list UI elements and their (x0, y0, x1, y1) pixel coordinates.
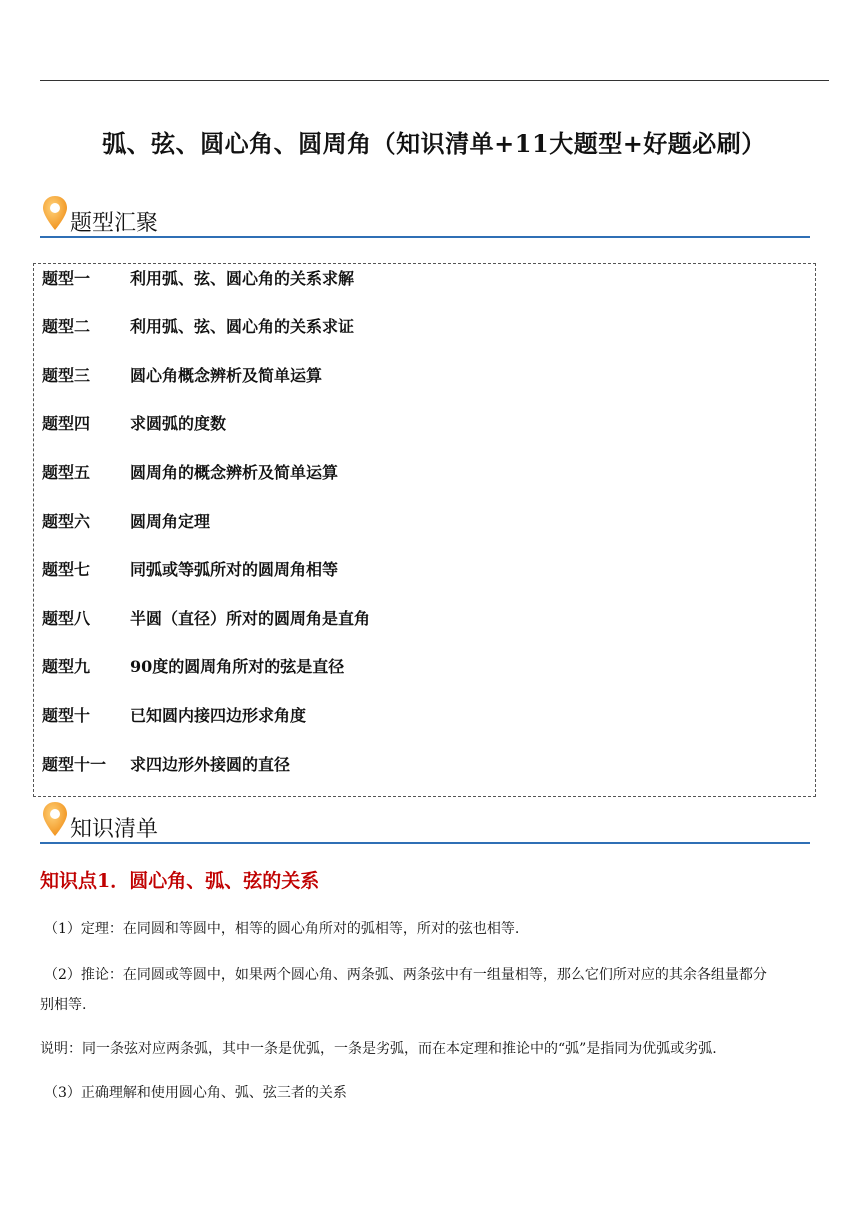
paragraph-corollary: （2）推论：在同圆或等圆中，如果两个圆心角、两条弧、两条弦中有一组量相等，那么它们所对应的其余各组量都分 (44, 967, 767, 983)
location-pin-icon (40, 800, 70, 840)
paragraph-note: 说明：同一条弦对应两条弧，其中一条是优弧，一条是劣弧，而在本定理和推论中的“弧”是指同为优弧或劣弧. (40, 1041, 717, 1057)
type-text: 半圆（直径）所对的圆周角是直角 (130, 609, 371, 628)
document-title: 弧、弦、圆心角、圆周角（知识清单+11大题型+好题必刷） (102, 129, 766, 158)
section-knowledge-rule (40, 842, 810, 844)
type-number: 题型一 (42, 269, 91, 288)
type-number: 题型十 (42, 706, 91, 725)
type-number: 题型十一 (42, 755, 107, 774)
type-text: 90度的圆周角所对的弦是直径 (130, 657, 345, 676)
type-text: 已知圆内接四边形求角度 (130, 706, 307, 725)
question-type-list (33, 263, 816, 797)
section-types-rule (40, 236, 810, 238)
type-text: 利用弧、弦、圆心角的关系求解 (130, 269, 355, 288)
type-text: 圆周角定理 (130, 512, 211, 531)
type-text: 圆心角概念辨析及简单运算 (130, 366, 323, 385)
type-number: 题型九 (42, 657, 91, 676)
section-knowledge-header (40, 800, 810, 844)
paragraph-theorem: （1）定理：在同圆和等圆中，相等的圆心角所对的弧相等，所对的弦也相等. (44, 921, 520, 937)
type-number: 题型八 (42, 609, 91, 628)
type-text: 圆周角的概念辨析及简单运算 (130, 463, 339, 482)
list-item (42, 411, 226, 435)
list-item (42, 460, 338, 484)
paragraph-corollary-cont: 别相等. (40, 997, 87, 1013)
knowledge-point-title: 知识点1．圆心角、弧、弦的关系 (40, 870, 320, 892)
list-item (42, 703, 306, 727)
section-types-heading: 题型汇聚 (70, 211, 159, 236)
type-number: 题型三 (42, 366, 91, 385)
list-item (42, 363, 322, 387)
list-item (42, 654, 344, 678)
type-number: 题型二 (42, 317, 91, 336)
type-number: 题型五 (42, 463, 91, 482)
type-text: 同弧或等弧所对的圆周角相等 (130, 560, 339, 579)
header-rule (40, 80, 829, 81)
list-item (42, 606, 370, 630)
section-types-header (40, 194, 810, 238)
type-number: 题型四 (42, 414, 91, 433)
type-number: 题型七 (42, 560, 91, 579)
type-text: 求四边形外接圆的直径 (130, 755, 291, 774)
section-knowledge-heading: 知识清单 (70, 817, 159, 842)
list-item (42, 752, 290, 776)
location-pin-icon (40, 194, 70, 234)
type-text: 利用弧、弦、圆心角的关系求证 (130, 317, 355, 336)
list-item (42, 266, 354, 290)
paragraph-relation: （3）正确理解和使用圆心角、弧、弦三者的关系 (44, 1085, 347, 1101)
list-item (42, 314, 354, 338)
type-text: 求圆弧的度数 (130, 414, 227, 433)
type-number: 题型六 (42, 512, 91, 531)
list-item (42, 557, 338, 581)
list-item (42, 509, 210, 533)
